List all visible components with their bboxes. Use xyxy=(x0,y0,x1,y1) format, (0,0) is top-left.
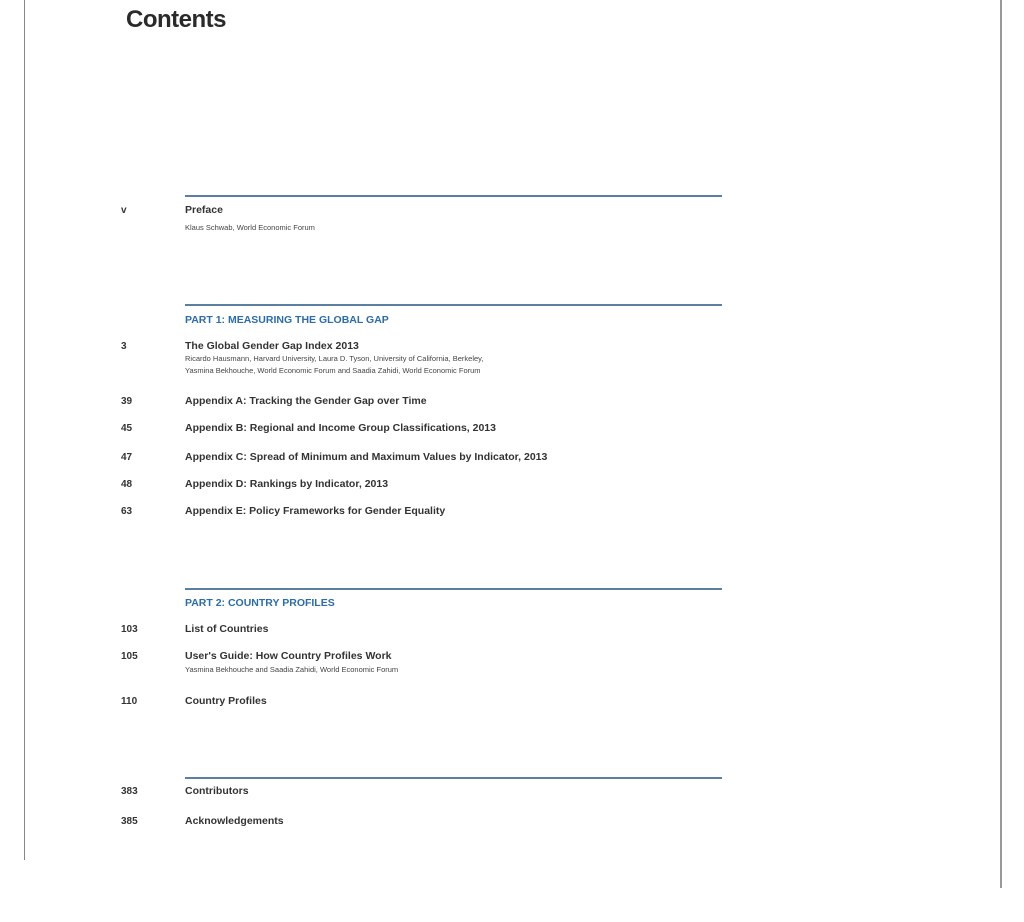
toc-page-number: 39 xyxy=(121,396,133,407)
divider xyxy=(185,588,722,590)
toc-entry[interactable]: Appendix A: Tracking the Gender Gap over Time xyxy=(185,395,427,407)
toc-page-number: 47 xyxy=(121,452,133,463)
toc-page-number: 385 xyxy=(121,816,138,827)
toc-entry-author: Ricardo Hausmann, Harvard University, Laura D. Tyson, University of California, Berkeley, xyxy=(185,354,484,363)
toc-entry-author: Yasmina Bekhouche and Saadia Zahidi, World Economic Forum xyxy=(185,665,399,674)
divider xyxy=(185,195,722,197)
toc-entry[interactable]: Appendix D: Rankings by Indicator, 2013 xyxy=(185,478,389,490)
toc-page-number: 48 xyxy=(121,479,133,490)
divider xyxy=(185,304,722,306)
toc-page-number: 103 xyxy=(121,624,138,635)
part2-heading: PART 2: COUNTRY PROFILES xyxy=(185,597,335,609)
toc-page-number: v xyxy=(121,205,127,216)
toc-page-number: 63 xyxy=(121,506,133,517)
toc-entry[interactable]: Appendix C: Spread of Minimum and Maximum Values by Indicator, 2013 xyxy=(185,451,548,463)
page-title: Contents xyxy=(126,6,226,33)
toc-entry[interactable]: Appendix B: Regional and Income Group Classifications, 2013 xyxy=(185,422,496,434)
toc-page-number: 105 xyxy=(121,651,138,662)
toc-page-number: 3 xyxy=(121,341,127,352)
toc-page-number: 45 xyxy=(121,423,133,434)
page-border-right xyxy=(1000,0,1002,888)
divider xyxy=(185,777,722,779)
toc-entry[interactable]: The Global Gender Gap Index 2013 xyxy=(185,340,359,352)
toc-entry[interactable]: Country Profiles xyxy=(185,695,267,707)
toc-page-number: 110 xyxy=(121,696,138,707)
toc-entry[interactable]: List of Countries xyxy=(185,623,269,635)
toc-entry-acknowledgements[interactable]: Acknowledgements xyxy=(185,815,284,827)
page-border-left xyxy=(24,0,25,860)
toc-entry-preface[interactable]: Preface xyxy=(185,204,223,216)
toc-entry-contributors[interactable]: Contributors xyxy=(185,785,249,797)
toc-entry[interactable]: Appendix E: Policy Frameworks for Gender Equality xyxy=(185,505,446,517)
toc-entry-author: Klaus Schwab, World Economic Forum xyxy=(185,223,315,232)
toc-page-number: 383 xyxy=(121,786,138,797)
toc-entry[interactable]: User's Guide: How Country Profiles Work xyxy=(185,650,392,662)
part1-heading: PART 1: MEASURING THE GLOBAL GAP xyxy=(185,314,389,326)
toc-entry-author: Yasmina Bekhouche, World Economic Forum and Saadia Zahidi, World Economic Forum xyxy=(185,366,481,375)
